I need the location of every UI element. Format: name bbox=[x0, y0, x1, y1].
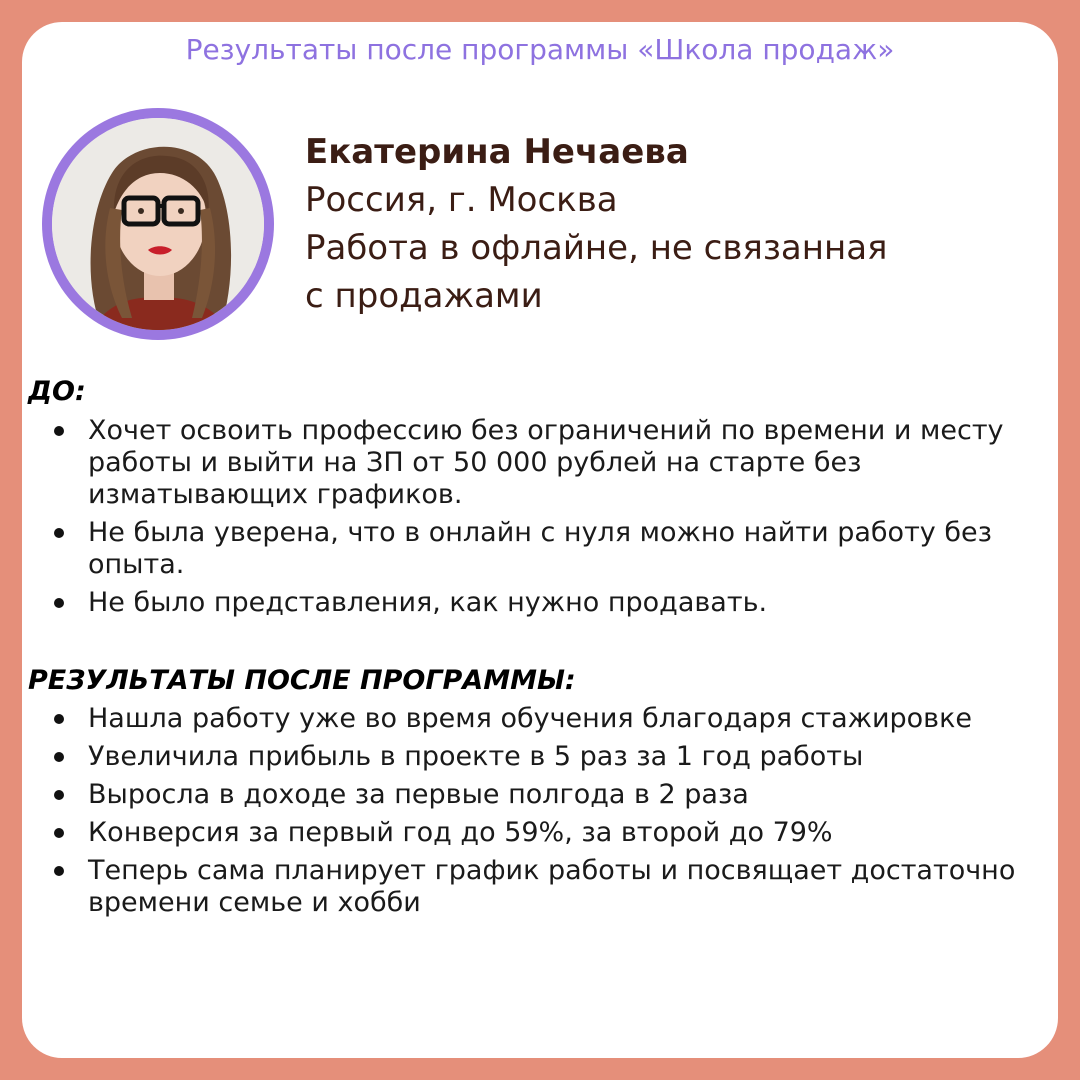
page-title: Результаты после программы «Школа продаж» bbox=[185, 33, 895, 66]
bullet-icon bbox=[54, 598, 64, 608]
list-item: Теперь сама планирует график работы и посвящает достаточно времени семье и хобби bbox=[40, 855, 1040, 919]
bullet-icon bbox=[54, 752, 64, 762]
bullet-icon bbox=[54, 828, 64, 838]
list-item: Конверсия за первый год до 59%, за второй до 79% bbox=[40, 817, 1040, 849]
profile-info bbox=[305, 128, 888, 320]
profile-occupation-line1: Работа в офлайне, не связанная bbox=[305, 228, 888, 268]
bullet-icon bbox=[54, 714, 64, 724]
profile-name: Екатерина Нечаева bbox=[305, 132, 689, 172]
list-item: Нашла работу уже во время обучения благодаря стажировке bbox=[40, 703, 1040, 735]
before-list bbox=[40, 415, 1060, 625]
bullet-icon bbox=[54, 790, 64, 800]
avatar-ring bbox=[42, 108, 274, 340]
profile-occupation-line2: с продажами bbox=[305, 276, 543, 316]
list-item: Хочет освоить профессию без ограничений по времени и месту работы и выйти на ЗП от 50 000 рублей на старте без изматывающих графиков. bbox=[40, 415, 1060, 511]
bullet-icon bbox=[54, 866, 64, 876]
list-item: Выросла в доходе за первые полгода в 2 раза bbox=[40, 779, 1040, 811]
after-heading: РЕЗУЛЬТАТЫ ПОСЛЕ ПРОГРАММЫ: bbox=[28, 665, 576, 696]
list-item: Не была уверена, что в онлайн с нуля можно найти работу без опыта. bbox=[40, 517, 1060, 581]
bullet-icon bbox=[54, 426, 64, 436]
avatar-portrait-icon bbox=[52, 118, 264, 330]
profile-location: Россия, г. Москва bbox=[305, 180, 618, 220]
avatar bbox=[52, 118, 264, 330]
bullet-icon bbox=[54, 528, 64, 538]
list-item: Увеличила прибыль в проекте в 5 раз за 1 год работы bbox=[40, 741, 1040, 773]
after-list bbox=[40, 703, 1040, 925]
list-item: Не было представления, как нужно продавать. bbox=[40, 587, 1060, 619]
before-heading: ДО: bbox=[28, 376, 86, 407]
